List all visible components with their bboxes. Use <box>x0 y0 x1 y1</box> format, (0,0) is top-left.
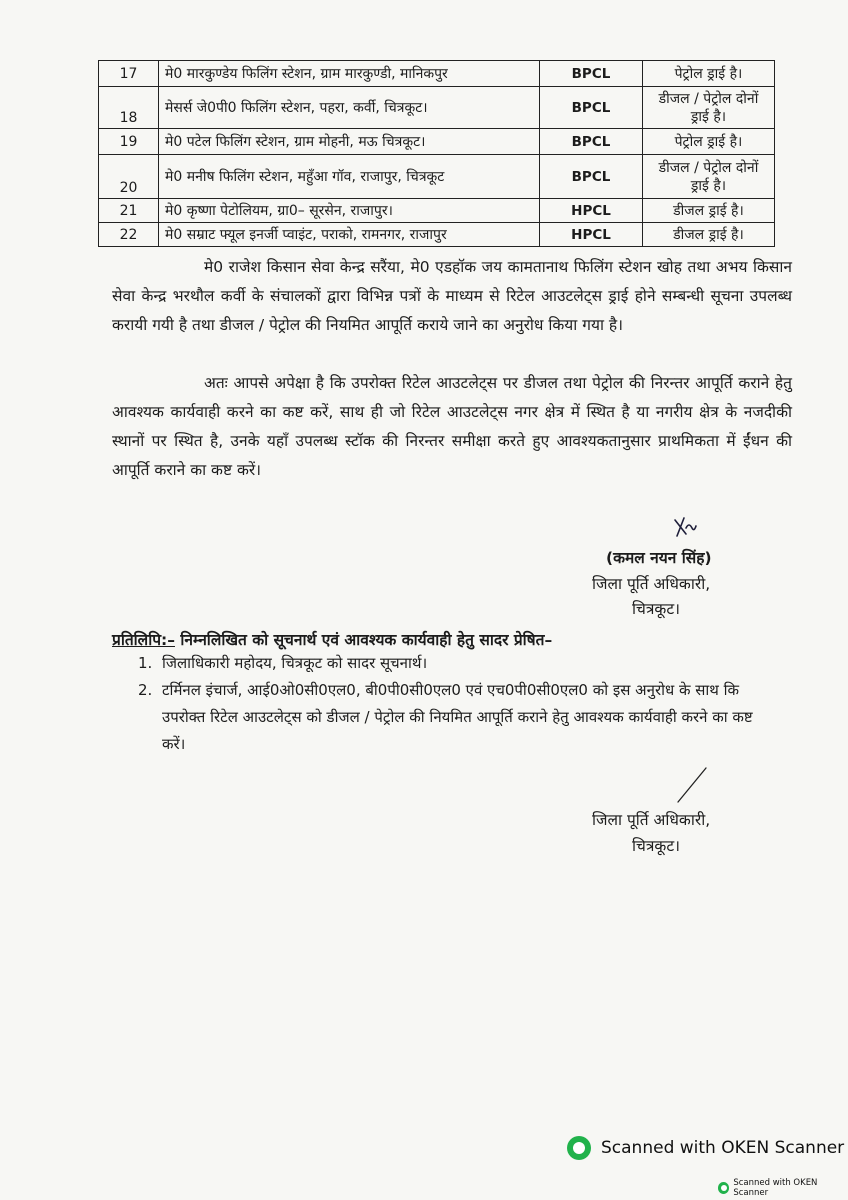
table-row <box>99 223 775 247</box>
status-cell: डीजल ड्राई है। <box>643 199 775 223</box>
company-cell: BPCL <box>540 155 643 199</box>
copy-to-list <box>138 650 758 758</box>
list-item-text: टर्मिनल इंचार्ज, आई0ओ0सी0एल0, बी0पी0सी0एल0 एवं एच0पी0सी0एल0 को इस अनुरोध के साथ कि उपरोक्त रिटेल आउटलेट्स को डीजल / पेट्रोल की नियमित आपूर्ति कराने हेतु आवश्यक कार्यवाही करने का कष्ट करें। <box>162 681 753 753</box>
body-paragraph-1 <box>112 253 792 340</box>
table-row <box>99 87 775 129</box>
copy-to-heading <box>112 628 732 650</box>
status-cell: डीजल / पेट्रोल दोनों ड्राई है। <box>643 155 775 199</box>
outlet-name-cell: मे0 पटेल फिलिंग स्टेशन, ग्राम मोहनी, मऊ चित्रकूट। <box>159 129 540 155</box>
table-row <box>99 61 775 87</box>
footer-place: चित्रकूट। <box>632 837 681 855</box>
scanner-watermark-text: Scanned with OKEN Scanner <box>601 1138 845 1158</box>
company-cell: BPCL <box>540 61 643 87</box>
table-row <box>99 155 775 199</box>
serial-number-cell: 19 <box>99 129 159 155</box>
serial-number-cell: 21 <box>99 199 159 223</box>
scanner-watermark-small <box>718 1178 848 1198</box>
company-cell: BPCL <box>540 129 643 155</box>
company-cell: HPCL <box>540 223 643 247</box>
outlet-name-cell: मे0 सम्राट फ्यूल इनर्जी प्वाइंट, पराको, रामनगर, राजापुर <box>159 223 540 247</box>
body-paragraph-1-text: मे0 राजेश किसान सेवा केन्द्र सरैंया, मे0 एडहॉक जय कामतानाथ फिलिंग स्टेशन खोह तथा अभय किसान सेवा केन्द्र भरथौल कर्वी के संचालकों द्वारा विभिन्न पत्रों के माध्यम से रिटेल आउटलेट्स ड्राई होने सम्बन्धी सूचना उपलब्ध करायी गयी है तथा डीजल / पेट्रोल की नियमित आपूर्ति कराये जाने का अनुरोध किया गया है। <box>112 258 792 334</box>
handwritten-signature <box>672 514 698 540</box>
company-cell: BPCL <box>540 87 643 129</box>
retail-outlets-table <box>98 60 775 247</box>
body-paragraph-2-text: अतः आपसे अपेक्षा है कि उपरोक्त रिटेल आउटलेट्स पर डीजल तथा पेट्रोल की निरन्तर आपूर्ति कराने हेतु आवश्यक कार्यवाही करने का कष्ट करें, साथ ही जो रिटेल आउटलेट्स नगर क्षेत्र में स्थित है या नगरीय क्षेत्र के नजदीकी स्थानों पर स्थित है, उनके यहॉं उपलब्ध स्टॉक की निरन्तर समीक्षा करते हुए आवश्यकतानुसार प्राथमिकता में ईंधन की आपूर्ति कराने का कष्ट करें। <box>112 374 792 479</box>
table-row <box>99 129 775 155</box>
serial-number-cell: 20 <box>99 155 159 199</box>
serial-number-cell: 18 <box>99 87 159 129</box>
serial-number-cell: 17 <box>99 61 159 87</box>
list-item <box>138 650 758 677</box>
list-item-text: जिलाधिकारी महोदय, चित्रकूट को सादर सूचनार्थ। <box>162 654 428 672</box>
outlet-name-cell: मे0 मारकुण्डेय फिलिंग स्टेशन, ग्राम मारकुण्डी, मानिकपुर <box>159 61 540 87</box>
scanner-logo-icon <box>718 1182 729 1194</box>
table-row <box>99 199 775 223</box>
officer-designation: जिला पूर्ति अधिकारी, <box>592 575 711 593</box>
status-cell: डीजल / पेट्रोल दोनों ड्राई है। <box>643 87 775 129</box>
status-cell: पेट्रोल ड्राई है। <box>643 129 775 155</box>
company-cell: HPCL <box>540 199 643 223</box>
copy-to-intro: निम्नलिखित को सूचनार्थ एवं आवश्यक कार्यवाही हेतु सादर प्रेषित– <box>174 631 553 649</box>
scanner-logo-icon <box>567 1136 591 1160</box>
outlet-name-cell: मे0 मनीष फिलिंग स्टेशन, महुँआ गॉव, राजापुर, चित्रकूट <box>159 155 540 199</box>
scanner-watermark-small-text: Scanned with OKEN Scanner <box>733 1178 818 1198</box>
status-cell: डीजल ड्राई है। <box>643 223 775 247</box>
status-cell: पेट्रोल ड्राई है। <box>643 61 775 87</box>
scanner-watermark <box>567 1136 844 1160</box>
signature-stroke <box>672 766 712 806</box>
footer-designation: जिला पूर्ति अधिकारी, <box>592 811 711 829</box>
serial-number-cell: 22 <box>99 223 159 247</box>
officer-place: चित्रकूट। <box>632 600 681 618</box>
list-item <box>138 677 758 758</box>
body-paragraph-2 <box>112 369 792 485</box>
list-item-number: 1. <box>138 654 153 672</box>
copy-to-label: प्रतिलिपि:– <box>112 631 175 649</box>
list-item-number: 2. <box>138 681 153 699</box>
officer-name: (कमल नयन सिंह) <box>606 549 712 567</box>
outlet-name-cell: मेसर्स जे0पी0 फिलिंग स्टेशन, पहरा, कर्वी, चित्रकूट। <box>159 87 540 129</box>
outlet-name-cell: मे0 कृष्णा पेटोलियम, ग्रा0– सूरसेन, राजापुर। <box>159 199 540 223</box>
